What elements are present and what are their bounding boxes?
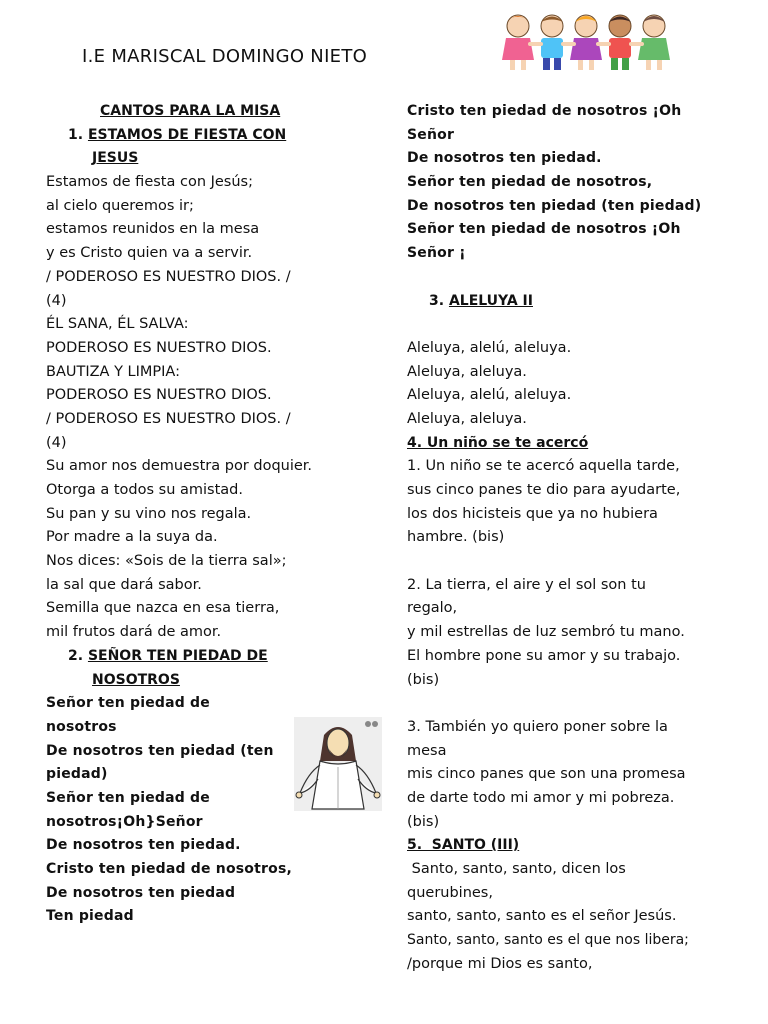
song-line: De nosotros ten piedad (ten	[46, 742, 274, 759]
song-2-title	[46, 645, 382, 669]
song-line: De nosotros ten piedad (ten piedad)	[407, 197, 702, 214]
song-line: piedad)	[46, 766, 108, 783]
song-line: regalo,	[407, 600, 458, 617]
song-line: / PODEROSO ES NUESTRO DIOS. /	[46, 410, 291, 427]
song-line: 2. La tierra, el aire y el sol son tu	[407, 576, 646, 593]
song-2-title-line2: NOSOTROS	[92, 671, 180, 688]
song-line: ÉL SANA, ÉL SALVA:	[46, 316, 189, 333]
song-line: nosotros¡Oh}Señor	[46, 813, 203, 830]
song-line: Santo, santo, santo, dicen los	[407, 861, 626, 877]
song-1-title	[46, 124, 382, 148]
song-1-number: 1.	[68, 126, 84, 143]
song-3-number: 3.	[429, 292, 445, 309]
song-4-title: 4. Un niño se te acercó	[407, 434, 589, 451]
page-title: I.E MARISCAL DOMINGO NIETO	[82, 46, 368, 67]
song-line: / PODEROSO ES NUESTRO DIOS. /	[46, 268, 291, 285]
song-line: (4)	[46, 292, 67, 309]
song-2-title-line1: SEÑOR TEN PIEDAD DE	[87, 647, 268, 664]
song-line: Su pan y su vino nos regala.	[46, 505, 252, 522]
song-line: (bis)	[407, 671, 440, 688]
song-line: Señor ten piedad de	[46, 789, 210, 806]
song-line: Semilla que nazca en esa tierra,	[46, 600, 280, 617]
song-line: 3. También yo quiero poner sobre la	[407, 718, 668, 735]
song-line: Aleluya, alelú, aleluya.	[407, 387, 572, 404]
song-line: santo, santo, santo es el señor Jesús.	[407, 908, 677, 925]
song-line: sus cinco panes te dio para ayudarte,	[407, 482, 681, 498]
song-line: Nos dices: «Sois de la tierra sal»;	[46, 553, 287, 570]
song-line: hambre. (bis)	[407, 529, 505, 546]
song-line: 1. Un niño se te acercó aquella tarde,	[407, 458, 680, 475]
song-line: El hombre pone su amor y su trabajo.	[407, 647, 681, 664]
song-line: al cielo queremos ir;	[46, 197, 194, 214]
song-line: mis cinco panes que son una promesa	[407, 766, 686, 783]
song-line: y es Cristo quien va a servir.	[46, 245, 253, 262]
song-line: Señor ten piedad de	[46, 695, 210, 712]
song-line: de darte todo mi amor y mi pobreza.	[407, 789, 675, 806]
song-line: Señor ten piedad de nosotros,	[407, 174, 653, 191]
song-line: (4)	[46, 434, 67, 451]
song-line: De nosotros ten piedad.	[407, 150, 602, 167]
song-line: y mil estrellas de luz sembró tu mano.	[407, 624, 685, 641]
song-line: PODEROSO ES NUESTRO DIOS.	[46, 387, 272, 404]
section-title: CANTOS PARA LA MISA	[100, 103, 281, 119]
jesus-illustration-icon	[294, 717, 382, 811]
children-holding-hands-icon	[498, 8, 674, 74]
song-line: Ten piedad	[46, 908, 134, 925]
song-line: Aleluya, aleluya.	[407, 363, 527, 380]
song-line: PODEROSO ES NUESTRO DIOS.	[46, 339, 272, 356]
song-line: Estamos de fiesta con Jesús;	[46, 174, 253, 191]
song-line: Santo, santo, santo es el que nos libera;	[407, 932, 689, 949]
song-line: Señor	[407, 126, 455, 143]
song-3-title-text: ALELUYA II	[448, 292, 533, 309]
song-line: De nosotros ten piedad	[46, 884, 236, 901]
song-line: los dos hicisteis que ya no hubiera	[407, 505, 658, 522]
song-line: Señor ¡	[407, 245, 466, 262]
song-line: Aleluya, alelú, aleluya.	[407, 339, 572, 356]
song-1-title-line1: ESTAMOS DE FIESTA CON	[87, 126, 287, 143]
song-line: querubines,	[407, 884, 493, 901]
song-line: Por madre a la suya da.	[46, 529, 218, 546]
song-line: la sal que dará sabor.	[46, 576, 202, 593]
song-3-title	[407, 290, 757, 314]
song-line: /porque mi Dios es santo,	[407, 955, 593, 972]
song-line: (bis)	[407, 813, 440, 830]
song-line: Cristo ten piedad de nosotros,	[46, 861, 292, 877]
song-line: Aleluya, aleluya.	[407, 410, 527, 427]
song-line: nosotros	[46, 718, 117, 735]
song-2-number: 2.	[68, 647, 84, 664]
song-line: Señor ten piedad de nosotros ¡Oh	[407, 221, 681, 238]
song-5-title: 5. SANTO (III)	[407, 837, 520, 854]
song-line: mil frutos dará de amor.	[46, 624, 222, 641]
song-line: Otorga a todos su amistad.	[46, 482, 243, 498]
song-line: Cristo ten piedad de nosotros ¡Oh	[407, 103, 682, 119]
song-1-title-line2: JESUS	[92, 150, 139, 167]
song-line: Su amor nos demuestra por doquier.	[46, 458, 313, 475]
song-line: mesa	[407, 742, 447, 759]
song-line: estamos reunidos en la mesa	[46, 221, 260, 238]
song-line: BAUTIZA Y LIMPIA:	[46, 363, 180, 380]
song-line: De nosotros ten piedad.	[46, 837, 241, 854]
right-column	[407, 100, 757, 976]
